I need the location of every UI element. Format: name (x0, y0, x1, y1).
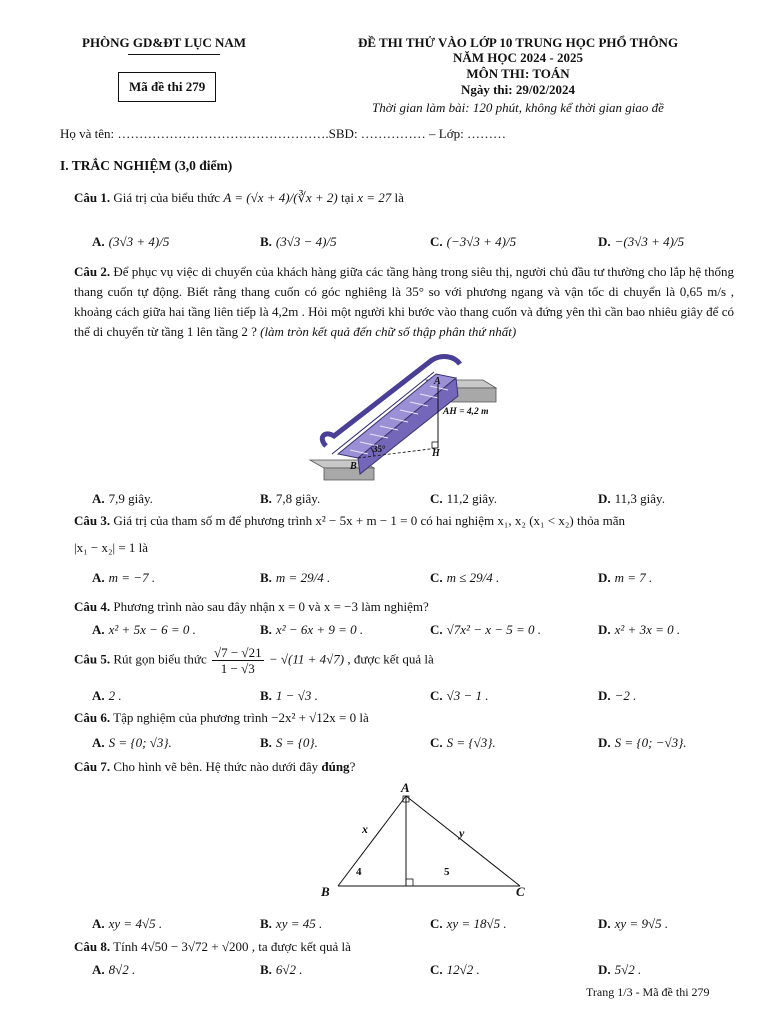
q2-option-d[interactable]: D. 11,3 giây. (598, 491, 665, 506)
question-2 (74, 262, 734, 342)
question-text: là (394, 190, 404, 205)
figure-label-h: H (432, 448, 440, 459)
question-label: Câu 2. (74, 264, 111, 279)
q6-option-b[interactable]: B. S = {0}. (260, 735, 318, 750)
q2-option-a[interactable]: A. 7,9 giây. (92, 491, 153, 506)
exam-date: Ngày thi: 29/02/2024 (460, 82, 576, 97)
question-text: Giá trị của biểu thức (113, 190, 221, 205)
q1-option-c[interactable]: C. (−3√3 + 4)/5 (430, 234, 517, 249)
math-fraction: $\frac{√7 - √21}{1 - √3}$ (213, 645, 262, 676)
question-text: Để phục vụ việc di chuyển của khách hàng giữa các tầng hàng trong siêu thị, người chủ đầu tư thường cho lắp hệ thống thang cuốn tự động. Biết rằng thang cuốn có góc nghiêng là 35° so với phương ngang và vận tốc di chuyển là 0,65 m/s , khoảng cách giữa hai tầng liên tiếp là 4,2m . Hỏi một người khi bước vào thang cuốn và đứng yên thì cần bao nhiêu giây để có thể di chuyển từ tầng 1 lên tầng 2 ? (74, 264, 734, 339)
question-label: Câu 6. (74, 710, 111, 725)
q4-option-a[interactable]: A. x² + 5x − 6 = 0 . (92, 622, 196, 637)
math-expression: A = (√x + 4)/(∛x + 2) (223, 190, 338, 205)
question-8 (74, 939, 351, 955)
q3-option-b[interactable]: B. m = 29/4 . (260, 570, 331, 585)
question-3 (74, 513, 625, 529)
question-text: tại (340, 190, 354, 205)
question-1 (74, 190, 404, 206)
q2-option-b[interactable]: B. 7,8 giây. (260, 491, 321, 506)
q5-option-b[interactable]: B. 1 − √3 . (260, 688, 318, 703)
question-text: Tập nghiệm của phương trình −2x² + √12x = 0 là (113, 710, 369, 725)
question-note: (làm tròn kết quả đến chữ số thập phân thứ nhất) (260, 324, 517, 339)
q6-option-d[interactable]: D. S = {0; −√3}. (598, 735, 687, 750)
triangle-label-c: C (516, 884, 525, 899)
q1-option-d[interactable]: D. −(3√3 + 4)/5 (598, 234, 685, 249)
subject: MÔN THI: TOÁN (466, 66, 570, 81)
question-text: , được kết quả là (347, 651, 434, 667)
triangle-label-y: y (459, 826, 465, 840)
time-note: Thời gian làm bài: 120 phút, không kể thời gian giao đề (372, 100, 664, 115)
question-text: Phương trình nào sau đây nhận x = 0 và x = −3 làm nghiệm? (113, 599, 429, 614)
question-4 (74, 599, 429, 615)
q3-option-c[interactable]: C. m ≤ 29/4 . (430, 570, 500, 585)
q5-option-d[interactable]: D. −2 . (598, 688, 637, 703)
q7-option-a[interactable]: A. xy = 4√5 . (92, 916, 163, 931)
q7-option-b[interactable]: B. xy = 45 . (260, 916, 323, 931)
triangle-label-b: B (321, 884, 330, 899)
question-text: Rút gọn biểu thức (113, 651, 207, 667)
q8-option-a[interactable]: A. 8√2 . (92, 962, 136, 977)
question-text: Tính 4√50 − 3√72 + √200 , ta được kết quả là (113, 939, 351, 954)
question-3-line2: |x₁ − x₂| = 1 là (74, 540, 149, 555)
figure-label-ah: AH = 4,2 m (443, 407, 489, 417)
question-7 (74, 759, 355, 775)
question-text: Giá trị của tham số m để phương trình x² − 5x + m − 1 = 0 có hai nghiệm x₁, x₂ (x₁ < x₂) thỏa mãn (113, 513, 626, 528)
department-underline (128, 54, 220, 55)
q7-option-c[interactable]: C. xy = 18√5 . (430, 916, 507, 931)
q1-option-a[interactable]: A. (3√3 + 4)/5 (92, 234, 170, 249)
question-5 (74, 645, 434, 676)
q4-option-b[interactable]: B. x² − 6x + 9 = 0 . (260, 622, 364, 637)
figure-label-b: B (350, 461, 357, 472)
q3-option-d[interactable]: D. m = 7 . (598, 570, 653, 585)
triangle-label-5: 5 (444, 866, 450, 878)
question-emphasis: đúng (321, 759, 350, 774)
page-footer: Trang 1/3 - Mã đề thi 279 (586, 985, 710, 999)
question-label: Câu 4. (74, 599, 111, 614)
q1-option-b[interactable]: B. (3√3 − 4)/5 (260, 234, 337, 249)
question-label: Câu 3. (74, 513, 111, 528)
math-condition: x = 27 (357, 190, 392, 205)
exam-code-box: Mã đề thi 279 (118, 72, 216, 102)
q8-option-b[interactable]: B. 6√2 . (260, 962, 303, 977)
triangle-label-a: A (401, 780, 410, 795)
q8-option-d[interactable]: D. 5√2 . (598, 962, 642, 977)
q6-option-c[interactable]: C. S = {√3}. (430, 735, 496, 750)
q2-option-c[interactable]: C. 11,2 giây. (430, 491, 497, 506)
department-name: PHÒNG GD&ĐT LỤC NAM (82, 35, 247, 50)
q3-option-a[interactable]: A. m = −7 . (92, 570, 156, 585)
q8-option-c[interactable]: C. 12√2 . (430, 962, 480, 977)
figure-label-angle: 35° (373, 444, 386, 454)
question-label: Câu 8. (74, 939, 111, 954)
q7-option-d[interactable]: D. xy = 9√5 . (598, 916, 669, 931)
q4-option-c[interactable]: C. √7x² − x − 5 = 0 . (430, 622, 542, 637)
figure-label-a: A (434, 376, 441, 387)
triangle-label-x: x (362, 822, 368, 836)
triangle-label-4: 4 (356, 866, 362, 878)
question-6 (74, 710, 369, 726)
student-info-line: Họ và tên: ………………………………………….SBD: …………… – Lớp: ……… (60, 126, 506, 141)
q4-option-d[interactable]: D. x² + 3x = 0 . (598, 622, 681, 637)
q6-option-a[interactable]: A. S = {0; √3}. (92, 735, 172, 750)
school-year: NĂM HỌC 2024 - 2025 (453, 50, 583, 65)
exam-title: ĐỀ THI THỬ VÀO LỚP 10 TRUNG HỌC PHỔ THÔNG (357, 35, 679, 50)
q5-option-c[interactable]: C. √3 − 1 . (430, 688, 489, 703)
math-expression: − √(11 + 4√7) (268, 651, 345, 667)
question-label: Câu 7. (74, 759, 111, 774)
question-label: Câu 1. (74, 190, 111, 205)
question-text: Cho hình vẽ bên. Hệ thức nào dưới đây (113, 759, 319, 774)
question-label: Câu 5. (74, 651, 111, 667)
q5-option-a[interactable]: A. 2 . (92, 688, 122, 703)
question-text: ? (349, 759, 356, 774)
section-heading: I. TRẮC NGHIỆM (3,0 điểm) (60, 158, 233, 173)
